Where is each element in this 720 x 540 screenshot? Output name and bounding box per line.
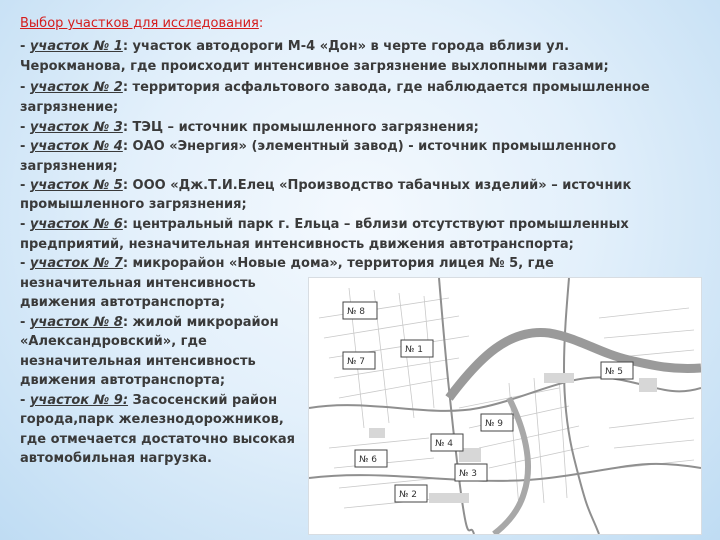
map-label-text: № 6 [359,455,377,465]
list-item-site-3 [20,118,479,137]
city-map-image [308,277,702,535]
dash: - [20,120,30,135]
site-label: участок № 2 [29,80,123,95]
map-label-text: № 3 [459,469,477,479]
map-label-text: № 8 [347,307,365,317]
site-label: участок № 5 [29,178,123,193]
map-label-text: № 4 [435,439,453,449]
dash: - [20,217,30,232]
text-line: где отмечается достаточно высокая [20,432,296,447]
site-description: : центральный парк г. Ельца – вблизи отсутствуют промышленных [122,217,629,232]
list-item-site-2 [20,78,650,97]
site-description: Засосенский район [128,393,278,408]
site-label: участок № 4 [29,139,123,154]
site-description: : ТЭЦ – источник промышленного загрязнения; [122,120,479,135]
map-label-3 [455,464,487,481]
site-description: : территория асфальтового завода, где наблюдается промышленное [122,80,650,95]
site-description: : ОАО «Энергия» (элементный завод) - источник промышленного [122,139,617,154]
dash: - [20,393,30,408]
dash: - [20,39,30,54]
list-item-site-9 [20,391,277,410]
site-label: участок № 1 [29,39,123,54]
map-label-4 [431,434,463,451]
dash: - [20,178,30,193]
dash: - [20,80,30,95]
site-description: : микрорайон «Новые дома», территория лицея № 5, где [122,256,554,271]
map-label-text: № 7 [347,357,365,367]
text-line: автомобильная нагрузка. [20,451,212,466]
text-line: загрязнения; [20,159,118,174]
text-line: движения автотранспорта; [20,373,226,388]
map-label-1 [401,340,433,357]
map-label-text: № 5 [605,367,623,377]
text-line: предприятий, незначительная интенсивность движения автотранспорта; [20,237,574,252]
site-description: : участок автодороги М-4 «Дон» в черте города вблизи ул. [122,39,570,54]
slide-title [20,14,263,33]
site-description: : ООО «Дж.Т.И.Елец «Производство табачных изделий» – источник [122,178,632,193]
text-line: движения автотранспорта; [20,295,226,310]
river [449,332,701,398]
site-label: участок № 3 [29,120,123,135]
map-label-5 [601,362,633,379]
site-label: участок № 6 [29,217,123,232]
text-line: «Александровский», где [20,334,207,349]
dash: - [20,315,30,330]
list-item-site-6 [20,215,629,234]
map-label-text: № 9 [485,419,503,429]
text-line: промышленного загрязнения; [20,197,247,212]
text-line: незначительная интенсивность [20,354,256,369]
list-item-site-7 [20,254,554,273]
list-item-site-1 [20,37,569,56]
list-item-site-5 [20,176,631,195]
map-label-6 [355,450,387,467]
text-line: Черокманова, где происходит интенсивное загрязнение выхлопными газами; [20,59,609,74]
map-label-text: № 2 [399,490,417,500]
site-label: участок № 7 [29,256,123,271]
map-label-2 [395,485,427,502]
map-drawing [309,278,701,534]
site-description: : жилой микрорайон [122,315,279,330]
text-line: загрязнение; [20,100,119,115]
site-label: участок № 8 [29,315,123,330]
map-label-8 [343,302,377,319]
text-line: города,парк железнодорожников, [20,412,284,427]
list-item-site-4 [20,137,616,156]
list-item-site-8 [20,313,279,332]
dash: - [20,256,30,271]
dash: - [20,139,30,154]
slide-title-text: Выбор участков для исследования [20,16,259,31]
text-line: незначительная интенсивность [20,276,256,291]
map-label-9 [481,414,513,431]
map-label-text: № 1 [405,345,423,355]
map-label-7 [343,352,375,369]
site-label: участок № 9: [29,393,129,408]
slide-title-colon: : [258,16,264,31]
